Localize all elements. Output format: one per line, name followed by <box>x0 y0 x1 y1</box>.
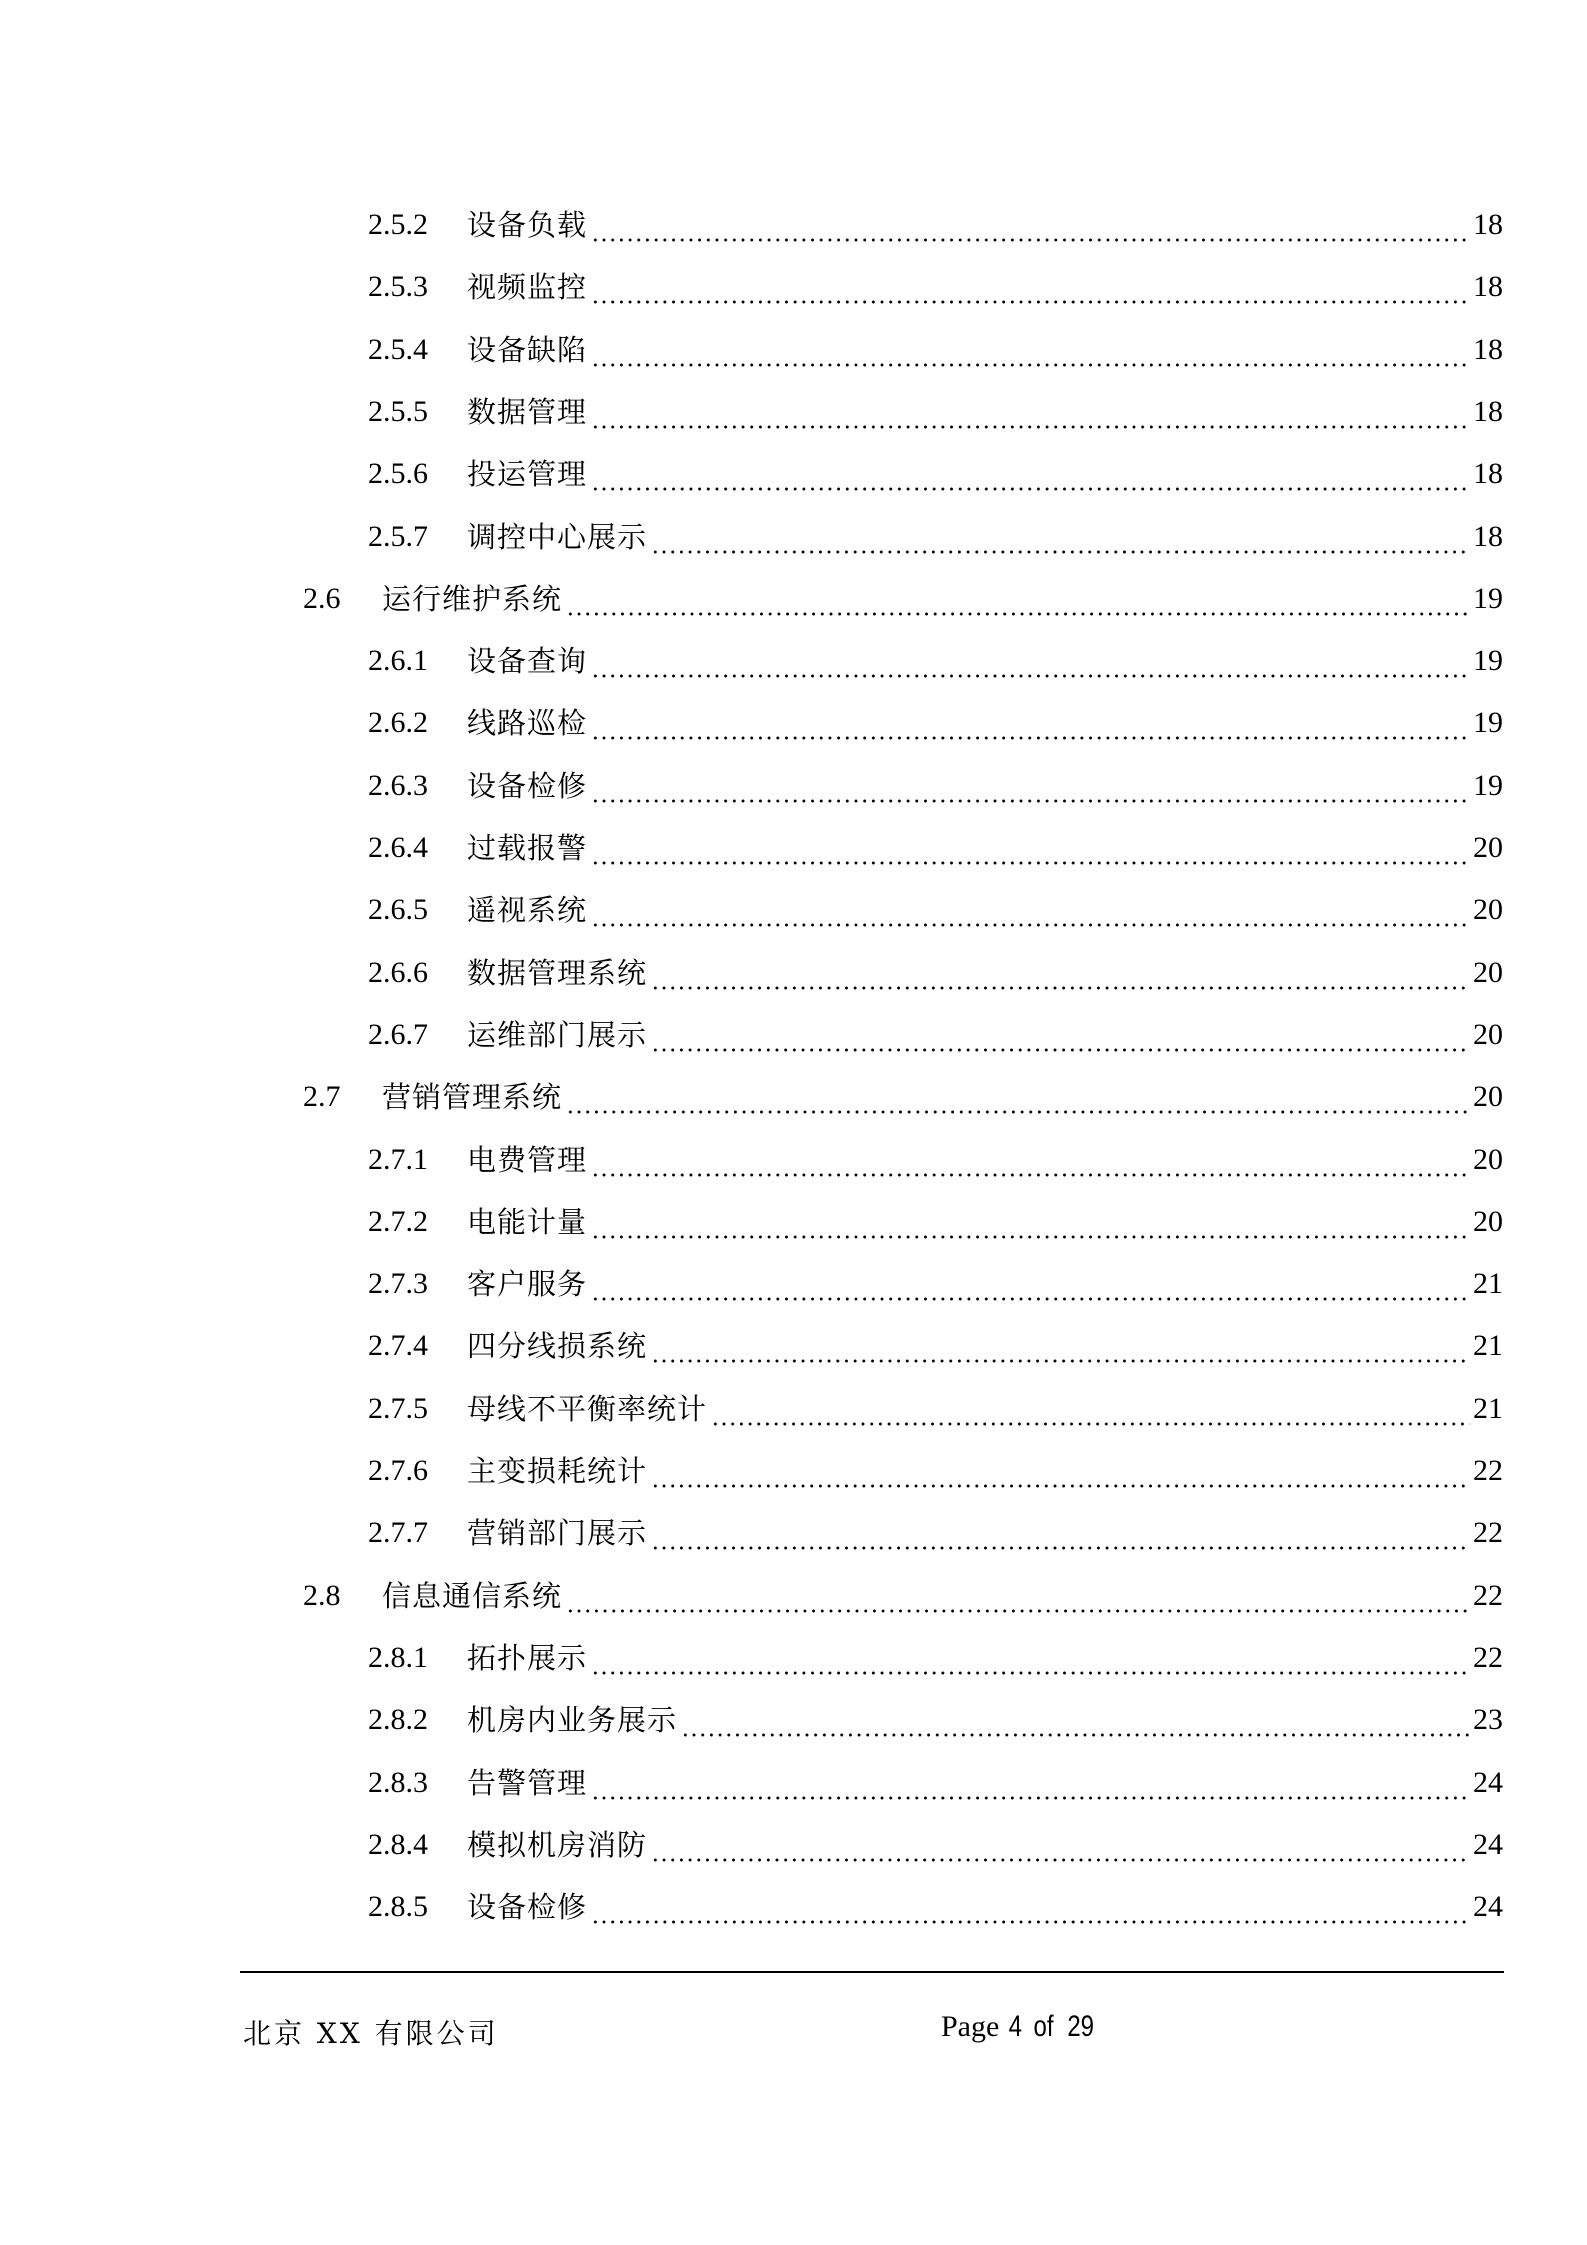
toc-entry[interactable] <box>368 766 1503 806</box>
toc-entry-page-number[interactable]: 24 <box>1473 1890 1503 1924</box>
toc-entry-number: 2.8.2 <box>368 1703 428 1737</box>
toc-entry-page-number[interactable]: 18 <box>1473 332 1503 366</box>
toc-entry-number: 2.7.7 <box>368 1516 428 1550</box>
toc-entry-number: 2.7.2 <box>368 1204 428 1238</box>
toc-entry-title[interactable]: 信息通信系统 <box>382 1578 563 1613</box>
toc-entry-number: 2.7.3 <box>368 1267 428 1301</box>
dot-leader <box>566 579 1470 619</box>
toc-entry[interactable] <box>368 1389 1503 1429</box>
toc-entry-number: 2.6.4 <box>368 831 428 864</box>
toc-entry[interactable] <box>303 1576 1503 1616</box>
toc-entry-page-number[interactable]: 21 <box>1473 1267 1503 1301</box>
dot-leader <box>591 1264 1470 1304</box>
toc-entry-number: 2.6.1 <box>368 644 428 678</box>
toc-entry-number: 2.6.3 <box>368 768 428 802</box>
page-total: 29 <box>1066 2010 1094 2043</box>
toc-entry-page-number[interactable]: 21 <box>1473 1391 1503 1425</box>
dot-leader <box>591 890 1470 930</box>
dot-leader <box>591 703 1470 743</box>
toc-entry-page-number[interactable]: 19 <box>1473 581 1503 615</box>
toc-entry-number: 2.5.6 <box>368 457 428 491</box>
dot-leader <box>591 641 1470 681</box>
toc-entry-title[interactable]: 数据管理 <box>467 394 588 429</box>
toc-entry-number: 2.6.7 <box>368 1017 428 1051</box>
dot-leader <box>591 330 1470 370</box>
toc-entry-title[interactable]: 视频监控 <box>467 270 588 305</box>
toc-entry-number: 2.7.6 <box>368 1454 428 1487</box>
toc-entry-number: 2.8.5 <box>368 1890 428 1924</box>
toc-entry-page-number[interactable]: 20 <box>1473 831 1503 864</box>
toc-entry-title[interactable]: 过载报警 <box>467 831 588 865</box>
toc-entry-title[interactable]: 设备检修 <box>467 768 588 803</box>
dot-leader <box>591 1887 1470 1927</box>
toc-entry-title[interactable]: 营销部门展示 <box>467 1516 648 1551</box>
dot-leader <box>711 1389 1470 1429</box>
dot-leader <box>651 1326 1470 1366</box>
toc-entry-title[interactable]: 告警管理 <box>467 1765 588 1800</box>
toc-entry-title[interactable]: 运维部门展示 <box>467 1017 648 1052</box>
toc-entry-number: 2.5.7 <box>368 519 428 553</box>
page-label: Page <box>941 2010 1000 2043</box>
toc-entry-title[interactable]: 拓扑展示 <box>467 1640 588 1675</box>
toc-entry-number: 2.5.2 <box>368 208 428 241</box>
page-current: 4 <box>1008 2010 1022 2043</box>
toc-entry-title[interactable]: 电能计量 <box>467 1204 588 1239</box>
toc-entry-number: 2.8.1 <box>368 1640 428 1674</box>
toc-entry-number: 2.6.2 <box>368 706 428 740</box>
toc-entry[interactable] <box>368 1451 1503 1491</box>
toc-entry-title[interactable]: 设备缺陷 <box>467 332 588 367</box>
toc-entry-page-number[interactable]: 20 <box>1473 1017 1503 1051</box>
toc-entry-title[interactable]: 四分线损系统 <box>467 1329 648 1364</box>
toc-entry-number: 2.6.5 <box>368 893 428 927</box>
toc-entry-title[interactable]: 线路巡检 <box>467 706 588 741</box>
toc-entry-page-number[interactable]: 19 <box>1473 706 1503 740</box>
toc-entry-title[interactable]: 模拟机房消防 <box>467 1827 648 1862</box>
dot-leader <box>651 1015 1470 1055</box>
toc-entry-page-number[interactable]: 18 <box>1473 394 1503 428</box>
toc-entry[interactable] <box>368 953 1503 993</box>
dot-leader <box>681 1700 1470 1740</box>
dot-leader <box>651 1825 1470 1865</box>
toc-entry-title[interactable]: 机房内业务展示 <box>467 1703 678 1738</box>
toc-entry-number: 2.5.3 <box>368 270 428 304</box>
dot-leader <box>591 1140 1470 1180</box>
toc-entry-page-number[interactable]: 20 <box>1473 893 1503 927</box>
toc-entry[interactable] <box>368 828 1503 868</box>
toc-entry-number: 2.8.4 <box>368 1827 428 1861</box>
toc-entry-number: 2.5.5 <box>368 394 428 428</box>
toc-entry[interactable] <box>368 267 1503 307</box>
toc-entry-title[interactable]: 客户服务 <box>467 1267 588 1302</box>
toc-entry-page-number[interactable]: 18 <box>1473 208 1503 241</box>
toc-entry[interactable] <box>368 890 1503 930</box>
toc-entry-page-number[interactable]: 24 <box>1473 1765 1503 1799</box>
toc-entry-page-number[interactable]: 22 <box>1473 1454 1503 1487</box>
toc-entry[interactable] <box>368 454 1503 494</box>
dot-leader <box>651 517 1470 557</box>
dot-leader <box>566 1077 1470 1117</box>
toc-entry-number: 2.5.4 <box>368 332 428 366</box>
toc-entry-page-number[interactable]: 20 <box>1473 1080 1503 1114</box>
toc-entry[interactable] <box>368 1513 1503 1553</box>
toc-entry-page-number[interactable]: 18 <box>1473 270 1503 304</box>
toc-entry[interactable] <box>368 517 1503 557</box>
toc-entry[interactable] <box>368 1015 1503 1055</box>
toc-entry[interactable] <box>368 703 1503 743</box>
dot-leader <box>591 766 1470 806</box>
dot-leader <box>591 1638 1470 1678</box>
toc-entry-title[interactable]: 营销管理系统 <box>382 1080 563 1115</box>
toc-entry-number: 2.8.3 <box>368 1765 428 1799</box>
toc-entry[interactable] <box>303 1077 1503 1117</box>
footer-divider <box>240 1971 1504 1973</box>
page-of-label: of <box>1033 2010 1054 2043</box>
toc-entry-title[interactable]: 设备检修 <box>467 1890 588 1925</box>
toc-entry-number: 2.7.4 <box>368 1329 428 1363</box>
toc-entry[interactable] <box>368 392 1503 432</box>
toc-entry[interactable] <box>368 1887 1503 1927</box>
dot-leader <box>591 267 1470 307</box>
toc-entry-number: 2.7.5 <box>368 1391 428 1425</box>
toc-entry[interactable] <box>368 1264 1503 1304</box>
dot-leader <box>651 953 1470 993</box>
toc-entry-page-number[interactable]: 22 <box>1473 1578 1503 1612</box>
toc-entry-page-number[interactable]: 18 <box>1473 519 1503 553</box>
toc-entry-number: 2.8 <box>303 1578 341 1612</box>
dot-leader <box>591 205 1470 245</box>
toc-entry[interactable] <box>368 1763 1503 1803</box>
toc-entry-number: 2.7.1 <box>368 1142 428 1176</box>
toc-entry[interactable] <box>368 330 1503 370</box>
dot-leader <box>591 828 1470 868</box>
toc-entry[interactable] <box>368 205 1503 245</box>
toc-entry-title[interactable]: 运行维护系统 <box>382 581 563 616</box>
dot-leader <box>591 1763 1470 1803</box>
toc-entry[interactable] <box>368 1202 1503 1242</box>
dot-leader <box>566 1576 1470 1616</box>
toc-entry[interactable] <box>303 579 1503 619</box>
toc-entry[interactable] <box>368 1326 1503 1366</box>
toc-entry-number: 2.6 <box>303 581 341 615</box>
toc-entry-page-number[interactable]: 20 <box>1473 955 1503 989</box>
toc-entry-page-number[interactable]: 20 <box>1473 1204 1503 1238</box>
footer-page-indicator <box>941 2010 1097 2044</box>
toc-entry-title[interactable]: 设备负载 <box>467 208 588 242</box>
toc-entry-page-number[interactable]: 19 <box>1473 768 1503 802</box>
toc-entry[interactable] <box>368 641 1503 681</box>
dot-leader <box>591 454 1470 494</box>
dot-leader <box>651 1513 1470 1553</box>
toc-entry-title[interactable]: 母线不平衡率统计 <box>467 1391 708 1426</box>
toc-entry-title[interactable]: 电费管理 <box>467 1142 588 1177</box>
toc-entry-title[interactable]: 投运管理 <box>467 457 588 492</box>
toc-entry-page-number[interactable]: 23 <box>1473 1703 1503 1737</box>
dot-leader <box>591 1202 1470 1242</box>
toc-entry-page-number[interactable]: 18 <box>1473 457 1503 491</box>
toc-entry-title[interactable]: 数据管理系统 <box>467 955 648 990</box>
toc-entry-page-number[interactable]: 22 <box>1473 1516 1503 1550</box>
toc-entry-page-number[interactable]: 19 <box>1473 644 1503 678</box>
toc-entry-number: 2.6.6 <box>368 955 428 989</box>
toc-entry[interactable] <box>368 1825 1503 1865</box>
toc-entry[interactable] <box>368 1638 1503 1678</box>
dot-leader <box>591 392 1470 432</box>
toc-entry-page-number[interactable]: 21 <box>1473 1329 1503 1363</box>
toc-entry-title[interactable]: 主变损耗统计 <box>467 1454 648 1488</box>
toc-entry-number: 2.7 <box>303 1080 341 1114</box>
toc-entry-page-number[interactable]: 22 <box>1473 1640 1503 1674</box>
dot-leader <box>651 1451 1470 1491</box>
toc-entry-page-number[interactable]: 24 <box>1473 1827 1503 1861</box>
toc-entry-title[interactable]: 调控中心展示 <box>467 519 648 554</box>
toc-entry-page-number[interactable]: 20 <box>1473 1142 1503 1176</box>
toc-entry-title[interactable]: 设备查询 <box>467 644 588 679</box>
footer-company-name: 北京 XX 有限公司 <box>243 2017 499 2050</box>
toc-entry-title[interactable]: 遥视系统 <box>467 893 588 928</box>
toc-entry[interactable] <box>368 1700 1503 1740</box>
toc-entry[interactable] <box>368 1140 1503 1180</box>
